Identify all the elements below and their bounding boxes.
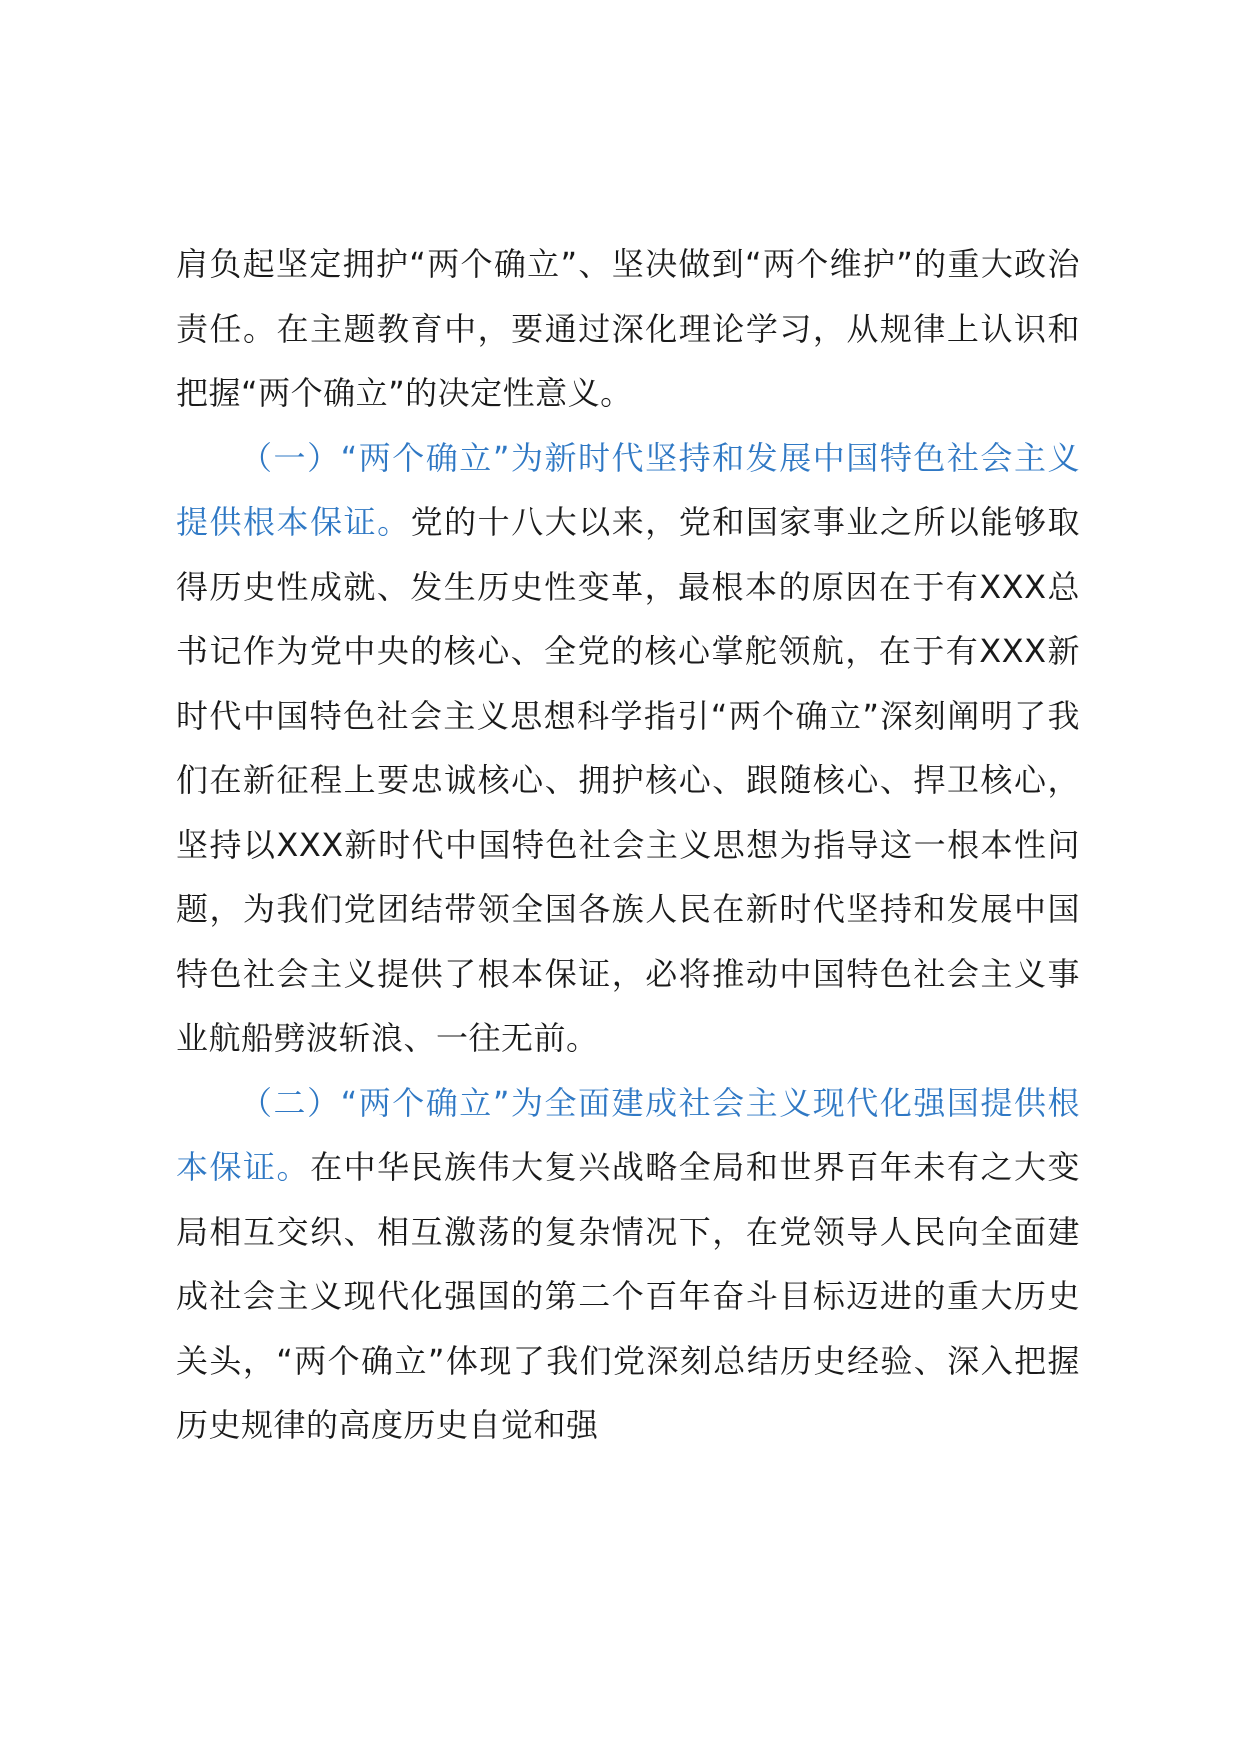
section-1-heading: （一）“两个确立”为新时代坚持和发展中国特色社会主义提供根本保证。	[176, 438, 1080, 541]
paragraph-section-1	[176, 426, 1080, 1071]
section-2-text: 在中华民族伟大复兴战略全局和世界百年未有之大变局相互交织、相互激荡的复杂情况下，在党领导人民向全面建成社会主义现代化强国的第二个百年奋斗目标迈进的重大历史关头，“两个确立”体现了我们党深刻总结历史经验、深入把握历史规律的高度历史自觉和强	[176, 1148, 1080, 1444]
document-body	[176, 232, 1080, 1458]
paragraph-section-2	[176, 1071, 1080, 1458]
section-2-heading: （二）“两个确立”为全面建成社会主义现代化强国提供根本保证。	[176, 1083, 1080, 1186]
paragraph-intro	[176, 232, 1080, 426]
section-1-text: 党的十八大以来，党和国家事业之所以能够取得历史性成就、发生历史性变革，最根本的原因在于有XXX总书记作为党中央的核心、全党的核心掌舵领航，在于有XXX新时代中国特色社会主义思想科学指引“两个确立”深刻阐明了我们在新征程上要忠诚核心、拥护核心、跟随核心、捍卫核心，坚持以XXX新时代中国特色社会主义思想为指导这一根本性问题，为我们党团结带领全国各族人民在新时代坚持和发展中国特色社会主义提供了根本保证，必将推动中国特色社会主义事业航船劈波斩浪、一往无前。	[176, 503, 1080, 1057]
paragraph-intro-text: 肩负起坚定拥护“两个确立”、坚决做到“两个维护”的重大政治责任。在主题教育中，要通过深化理论学习，从规律上认识和把握“两个确立”的决定性意义。	[176, 245, 1080, 412]
